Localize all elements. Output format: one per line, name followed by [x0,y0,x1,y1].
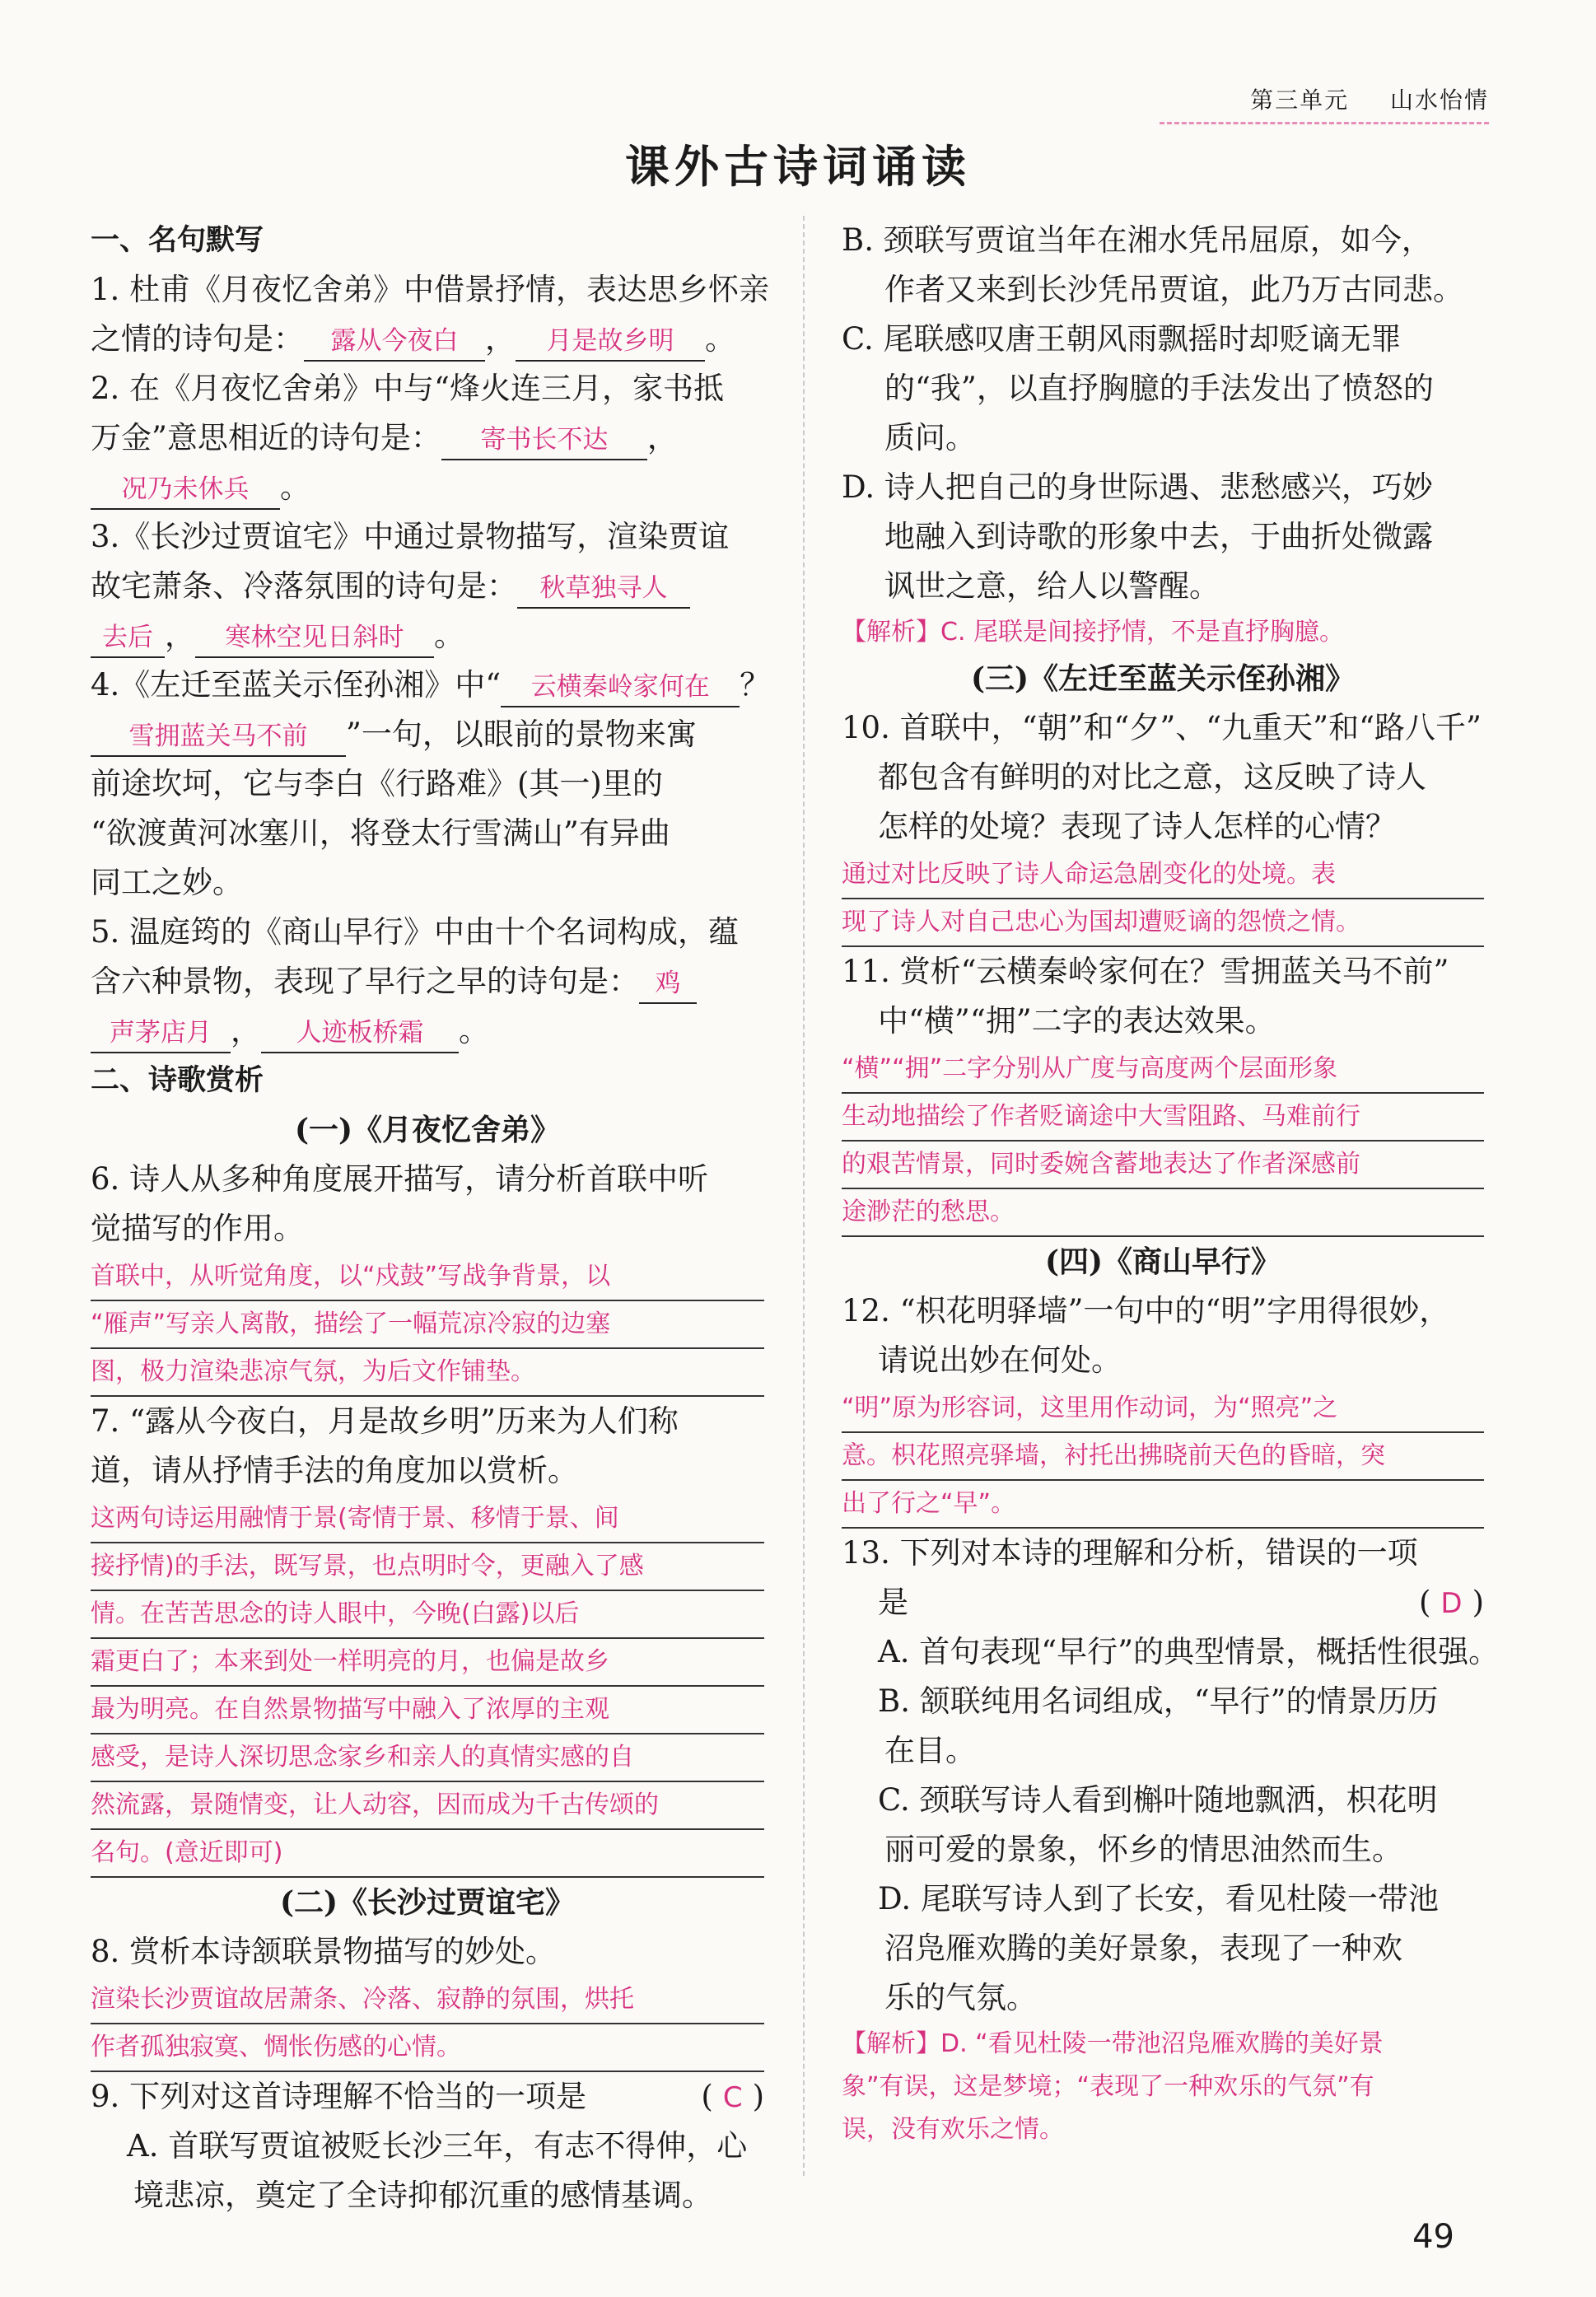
option-text: 乐的气氛。 [884,1980,1037,2015]
answer-line: 然流露，景随情变，让人动容，因而成为千古传颂的 [91,1782,764,1830]
question-text: 前途坎坷，它与李白《行路难》(其一)里的 [91,766,663,801]
option-text: C. 尾联感叹唐王朝风雨飘摇时却贬谪无罪 [842,321,1402,357]
option-text: 在目。 [884,1733,976,1768]
answer-line: 的艰苦情景，同时委婉含蓄地表达了作者深感前 [842,1141,1484,1189]
answer-line: 图，极力渲染悲凉气氛，为后文作铺垫。 [91,1349,764,1397]
question-text: 是 ( D ) [842,1578,1484,1627]
option-text: 地融入到诗歌的形象中去，于曲折处微露 [884,519,1433,554]
answer-line: 接抒情)的手法，既写景，也点明时令，更融入了感 [91,1543,764,1591]
option-text: 作者又来到长沙凭吊贾谊，此乃万古同悲。 [884,272,1463,307]
explanation: 误，没有欢乐之情。 [842,2115,1064,2144]
answer-blank: 雪拥蓝关马不前 [91,717,346,757]
answer-line: 感受，是诗人深切思念家乡和亲人的真情实感的自 [91,1734,764,1782]
option-text: D. 诗人把自己的身世际遇、悲愁感兴，巧妙 [842,469,1433,505]
question-text: 声茅店月 ， 人迹板桥霜 。 [91,1006,764,1056]
question-text: 9. 下列对这首诗理解不恰当的一项是 ( C ) [91,2072,764,2122]
answer-line: 情。在苦苦思念的诗人眼中，今晚(白露)以后 [91,1591,764,1639]
answer-blank: 声茅店月 [91,1014,231,1053]
question-text: 去后 ， 寒林空见日斜时 。 [91,611,764,661]
answer-blank: 况乃未休兵 [91,470,280,510]
answer-line: “横”“拥”二字分别从广度与高度两个层面形象 [842,1046,1484,1094]
answer-line: 意。枳花照亮驿墙，衬托出拂晓前天色的昏暗，突 [842,1433,1484,1481]
answer-blank: 月是故乡明 [516,322,705,362]
unit-topic: 山水怡情 [1389,86,1489,114]
left-column [91,216,771,2220]
answer-blank: 鸡 [639,964,697,1004]
option-text: B. 颔联纯用名词组成，“早行”的情景历历 [878,1683,1439,1719]
answer-blank: 云横秦岭家何在 [501,668,740,707]
question-text: 怎样的处境？表现了诗人怎样的心情？ [878,809,1396,844]
option-text: 境悲凉，奠定了全诗抑郁沉重的感情基调。 [133,2178,712,2213]
question-text: 都包含有鲜明的对比之意，这反映了诗人 [878,759,1426,795]
question-text: 4.《左迁至蓝关示侄孙湘》中“ 云横秦岭家何在 ？ [91,661,764,710]
answer-line: 这两句诗运用融情于景(寄情于景、移情于景、间 [91,1496,764,1543]
answer-line: 渲染长沙贾谊故居萧条、冷落、寂静的氛围，烘托 [91,1977,764,2024]
option-text: 沼凫雁欢腾的美好景象，表现了一种欢 [884,1931,1402,1966]
answer-blank: 露从今夜白 [304,322,485,362]
question-text: 7. “露从今夜白，月是故乡明”历来为人们称 [91,1403,679,1439]
answer-blank: 寄书长不达 [441,421,647,460]
question-text: 中“横”“拥”二字的表达效果。 [878,1003,1276,1039]
right-column [842,216,1500,2151]
question-text: 6. 诗人从多种角度展开描写，请分析首联中听 [91,1161,709,1197]
option-text: D. 尾联写诗人到了长安，看见杜陵一带池 [878,1881,1439,1917]
question-text: 5. 温庭筠的《商山早行》中由十个名词构成，蕴 [91,914,740,950]
option-text: C. 颈联写诗人看到槲叶随地飘洒，枳花明 [878,1782,1438,1818]
poem-subheading: (三)《左迁至蓝关示侄孙湘》 [970,661,1356,696]
question-text: 含六种景物，表现了早行之早的诗句是： 鸡 [91,957,764,1006]
question-text: 请说出妙在何处。 [878,1342,1122,1378]
question-text: 道，请从抒情手法的角度加以赏析。 [91,1453,578,1488]
explanation: 象”有误，这是梦境；“表现了一种欢乐的气氛”有 [842,2072,1374,2101]
poem-subheading: (一)《月夜忆舍弟》 [294,1113,561,1147]
option-text: 丽可爱的景象，怀乡的情思油然而生。 [884,1832,1402,1867]
question-text: 1. 杜甫《月夜忆舍弟》中借景抒情，表达思乡怀亲 [91,272,770,307]
question-text: 2. 在《月夜忆舍弟》中与“烽火连三月，家书抵 [91,371,724,406]
option-text: 质问。 [884,420,976,455]
question-text: 8. 赏析本诗颔联景物描写的妙处。 [91,1934,557,1969]
answer-line: 出了行之“早”。 [842,1481,1484,1529]
choice-bracket: ( C ) [701,2079,764,2114]
header-divider [1160,122,1489,124]
choice-bracket: ( D ) [1418,1585,1484,1620]
question-text: 万金”意思相近的诗句是： 寄书长不达 ， [91,413,764,463]
option-text: A. 首联写贾谊被贬长沙三年，有志不得伸，心 [127,2128,748,2164]
answer-line: “明”原为形容词，这里用作动词，为“照亮”之 [842,1385,1484,1433]
explanation: 【解析】D. “看见杜陵一带池沼凫雁欢腾的美好景 [842,2029,1384,2058]
option-text: 的“我”，以直抒胸臆的手法发出了愤怒的 [884,371,1434,406]
page-number: 49 [1412,2218,1454,2256]
question-text: 同工之妙。 [91,865,243,900]
choice-answer: D [1440,1587,1463,1620]
choice-answer: C [722,2081,743,2114]
question-text: 之情的诗句是： 露从今夜白 ， 月是故乡明 。 [91,315,764,364]
question-text: 13. 下列对本诗的理解和分析，错误的一项 [842,1535,1418,1571]
explanation: 【解析】C. 尾联是间接抒情，不是直抒胸臆。 [842,618,1345,647]
question-text: 12. “枳花明驿墙”一句中的“明”字用得很妙， [842,1293,1450,1328]
poem-subheading: (二)《长沙过贾谊宅》 [279,1885,576,1920]
unit-header [1250,82,1489,115]
answer-line: 作者孤独寂寞、惆怅伤感的心情。 [91,2024,764,2072]
question-text: 3.《长沙过贾谊宅》中通过景物描写，渲染贾谊 [91,519,730,554]
option-text: A. 首句表现“早行”的典型情景，概括性很强。 [878,1634,1500,1669]
question-text: 觉描写的作用。 [91,1211,304,1246]
answer-line: 霜更白了；本来到处一样明亮的月，也偏是故乡 [91,1639,764,1687]
question-text: 雪拥蓝关马不前 ”一句，以眼前的景物来寓 [91,710,764,759]
answer-blank: 寒林空见日斜时 [195,619,434,658]
question-text: “欲渡黄河冰塞川，将登太行雪满山”有异曲 [91,815,670,851]
poem-subheading: (四)《商山早行》 [1044,1244,1281,1279]
answer-line: 最为明亮。在自然景物描写中融入了浓厚的主观 [91,1687,764,1734]
answer-blank: 秋草独寻人 [517,569,690,609]
section-heading: 二、诗歌赏析 [91,1064,264,1097]
question-text: 况乃未休兵 。 [91,463,764,512]
question-text: 故宅萧条、冷落氛围的诗句是： 秋草独寻人 [91,562,764,611]
answer-line: 途渺茫的愁思。 [842,1189,1484,1237]
answer-blank: 去后 [91,619,165,658]
column-divider [803,216,805,2176]
answer-line: 首联中，从听觉角度，以“戍鼓”写战争背景，以 [91,1254,764,1301]
section-heading: 一、名句默写 [91,224,264,257]
option-text: B. 颈联写贾谊当年在湘水凭吊屈原，如今， [842,222,1432,258]
question-text: 10. 首联中，“朝”和“夕”、“九重天”和“路八千” [842,710,1482,745]
page-title: 课外古诗词诵读 [625,140,971,193]
answer-blank: 人迹板桥霜 [261,1014,459,1053]
answer-line: 现了诗人对自己忠心为国却遭贬谪的怨愤之情。 [842,899,1484,947]
option-text: 讽世之意，给人以警醒。 [884,568,1220,604]
unit-label: 第三单元 [1250,86,1350,114]
answer-line: “雁声”写亲人离散，描绘了一幅荒凉冷寂的边塞 [91,1301,764,1349]
question-text: 11. 赏析“云横秦岭家何在？雪拥蓝关马不前” [842,954,1449,989]
answer-line: 生动地描绘了作者贬谪途中大雪阻路、马难前行 [842,1094,1484,1141]
answer-line: 通过对比反映了诗人命运急剧变化的处境。表 [842,852,1484,899]
answer-line: 名句。(意近即可) [91,1830,764,1878]
